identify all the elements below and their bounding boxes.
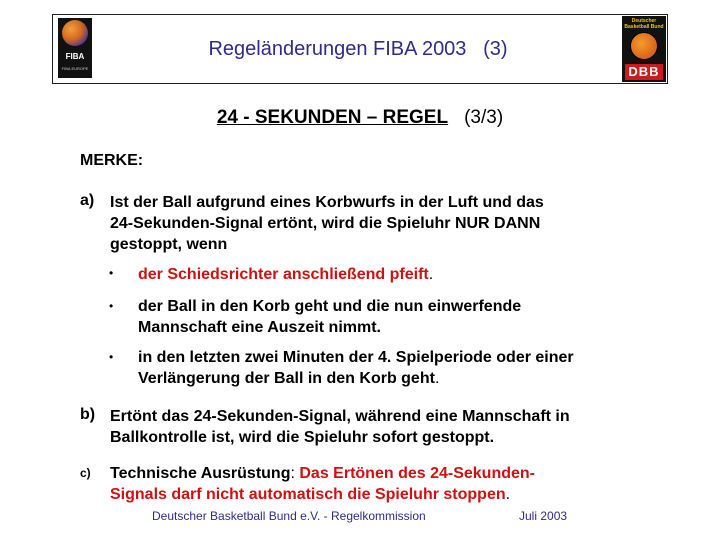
fiba-logo-subtext: FIBA EUROPE — [61, 66, 89, 71]
bullet-item-3 — [138, 347, 574, 389]
bullet-item-3-line: in den letzten zwei Minuten der 4. Spielperiode oder einer — [138, 349, 574, 366]
fiba-logo — [58, 18, 92, 78]
item-b-line: Ballkontrolle ist, wird die Spieluhr sofort gestoppt. — [110, 429, 495, 446]
dbb-ball-icon — [630, 32, 658, 60]
item-a-line: Ist der Ball aufgrund eines Korbwurfs in der Luft und das — [110, 194, 544, 211]
dbb-logo — [622, 16, 666, 82]
footer-org: Deutscher Basketball Bund e.V. - Regelkommission — [152, 509, 426, 523]
bullet-item-2-line: Mannschaft eine Auszeit nimmt. — [138, 319, 381, 336]
dbb-logo-text: DBB — [625, 64, 663, 80]
item-a-line: gestoppt, wenn — [110, 236, 228, 253]
item-a-marker: a) — [80, 192, 95, 209]
item-b-marker: b) — [80, 406, 96, 423]
item-b-text — [110, 406, 570, 448]
page-title: Regeländerungen FIBA 2003 (3) — [208, 38, 508, 60]
fiba-logo-text: FIBA — [65, 52, 85, 61]
bullet-item-2 — [138, 296, 521, 338]
bullet-item-3-end: . — [434, 370, 440, 387]
item-c-red-line1: Das Ertönen des 24-Sekunden- — [299, 465, 535, 482]
merke-heading: MERKE: — [80, 152, 144, 169]
bullet-icon: • — [109, 350, 114, 364]
bullet-item-3-line: Verlängerung der Ball in den Korb geht — [138, 370, 435, 387]
item-c-marker: c) — [80, 466, 91, 480]
section-title — [0, 107, 720, 129]
fiba-ball-icon — [62, 20, 88, 46]
item-a-line: 24-Sekunden-Signal ertönt, wird die Spieluhr NUR DANN — [110, 215, 541, 232]
item-c-colon: : — [290, 465, 295, 482]
item-b-line: Ertönt das 24-Sekunden-Signal, während eine Mannschaft in — [110, 408, 570, 425]
item-c-red-line2: Signals darf nicht automatisch die Spieluhr stoppen — [110, 486, 506, 503]
footer-date: Juli 2003 — [519, 509, 568, 523]
section-title-rule: 24 - SEKUNDEN – REGEL — [216, 107, 449, 128]
item-c-text — [110, 463, 535, 505]
bullet-icon: • — [109, 266, 114, 280]
bullet-item-1 — [138, 264, 433, 285]
item-c-label: Technische Ausrüstung — [110, 465, 291, 482]
bullet-item-2-line: der Ball in den Korb geht und die nun einwerfende — [138, 298, 522, 315]
bullet-item-1-end: . — [428, 266, 434, 283]
dbb-logo-caption: Deutscher Basketball Bund — [624, 18, 664, 30]
bullet-item-1-text: der Schiedsrichter anschließend pfeift — [138, 266, 429, 283]
bullet-icon: • — [109, 299, 114, 313]
item-a-text — [110, 192, 544, 255]
section-title-part: (3/3) — [464, 107, 504, 128]
item-c-end: . — [505, 486, 511, 503]
